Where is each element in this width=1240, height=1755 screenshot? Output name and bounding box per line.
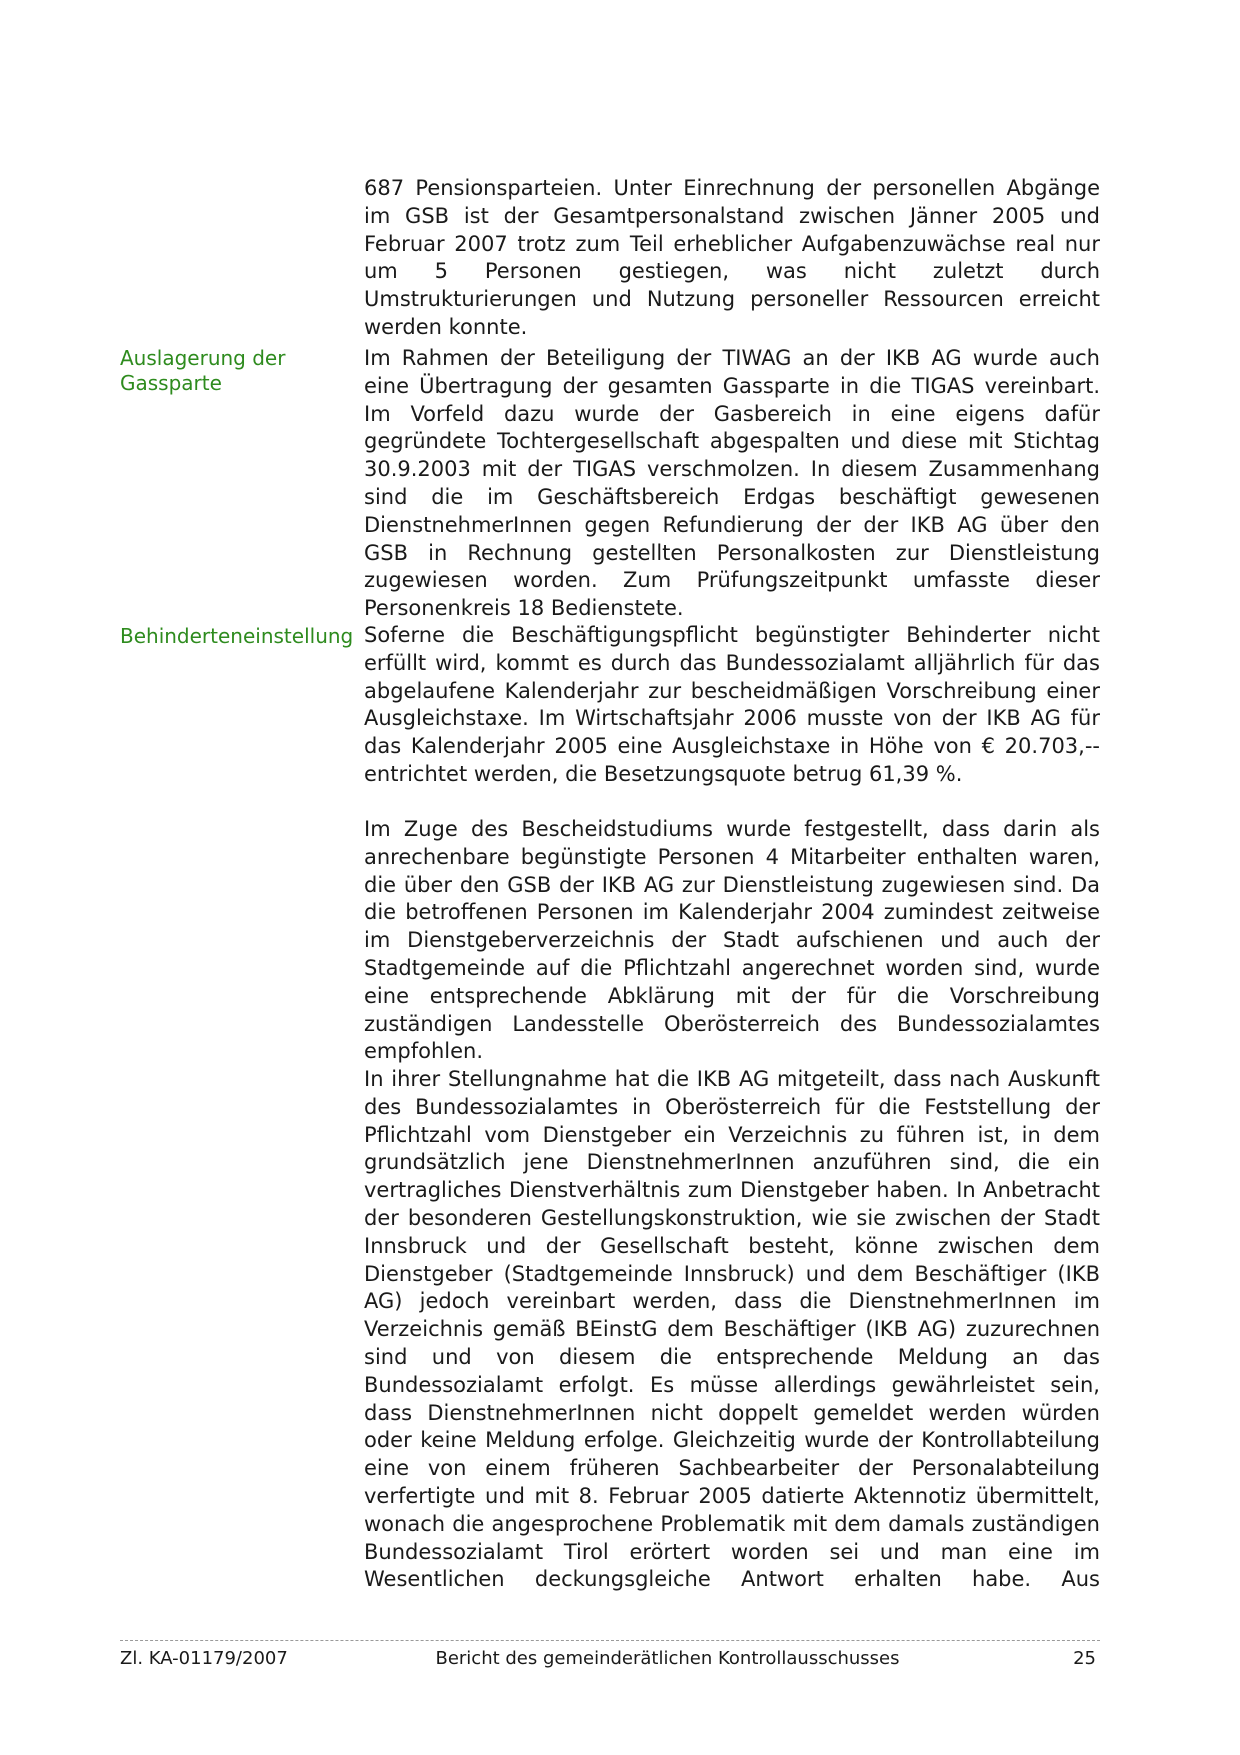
footer-reference-number: Zl. KA-01179/2007	[120, 1648, 288, 1669]
margin-note-line: Auslagerung der	[120, 346, 286, 370]
paragraph-bescheidstudium: Im Zuge des Bescheidstudiums wurde festgestellt, dass darin als anrechenbare begünstigte Personen 4 Mitarbeiter enthalten waren, die über den GSB der IKB AG zur Dienstleistung zugewiesen sind. Da die betroffenen Personen im Kalenderjahr 2004 zumindest zeitweise im Dienstgeberverzeichnis der Stadt aufschienen und auch der Stadtgemeinde auf die Pflichtzahl angerechnet worden sind, wurde eine entsprechende Abklärung mit der für die Vorschreibung zuständigen Landesstelle Oberösterreich des Bundessozialamtes empfohlen.	[364, 817, 1100, 1064]
margin-note-line: Gassparte	[120, 371, 222, 395]
paragraph-gassparte: Im Rahmen der Beteiligung der TIWAG an der IKB AG wurde auch eine Übertragung der gesamten Gassparte in die TIGAS vereinbart. Im Vorfeld dazu wurde der Gasbereich in eine eigens dafür gegründete Tochtergesellschaft abgespalten und diese mit Stichtag 30.9.2003 mit der TIGAS verschmolzen. In diesem Zusammenhang sind die im Geschäftsbereich Erdgas beschäftigt gewesenen DienstnehmerInnen gegen Refundierung der der IKB AG über den GSB in Rechnung gestellten Personalkosten zur Dienstleistung zugewiesen worden. Zum Prüfungszeitpunkt umfasste dieser Personenkreis 18 Bedienstete.	[364, 346, 1100, 621]
margin-note-behinderteneinstellung: Behinderteneinstellung	[120, 624, 354, 648]
margin-note-auslagerung-gassparte	[120, 346, 345, 396]
paragraph-beschaeftigungspflicht: Soferne die Beschäftigungspflicht begünstigter Behinderter nicht erfüllt wird, kommt es durch das Bundessozialamt alljährlich für das abgelaufene Kalenderjahr zur bescheidmäßigen Vorschreibung einer Ausgleichstaxe. Im Wirtschaftsjahr 2006 musste von der IKB AG für das Kalenderjahr 2005 eine Ausgleichstaxe in Höhe von € 20.703,-- entrichtet werden, die Besetzungsquote betrug 61,39 %.	[364, 623, 1100, 786]
footer-page-number: 25	[1073, 1648, 1096, 1669]
footer-report-title: Bericht des gemeinderätlichen Kontrollausschusses	[435, 1648, 900, 1669]
paragraph-stellungnahme: In ihrer Stellungnahme hat die IKB AG mitgeteilt, dass nach Auskunft des Bundessozialamtes in Oberösterreich für die Feststellung der Pflichtzahl vom Dienstgeber ein Verzeichnis zu führen ist, in dem grundsätzlich jene DienstnehmerInnen anzuführen sind, die ein vertragliches Dienstverhältnis zum Dienstgeber haben. In Anbetracht der besonderen Gestellungskonstruktion, wie sie zwischen der Stadt Innsbruck und der Gesellschaft besteht, könne zwischen dem Dienstgeber (Stadtgemeinde Innsbruck) und dem Beschäftiger (IKB AG) jedoch vereinbart werden, dass die DienstnehmerInnen im Verzeichnis gemäß BEinstG dem Beschäftiger (IKB AG) zuzurechnen sind und von diesem die entsprechende Meldung an das Bundessozialamt erfolgt. Es müsse allerdings gewährleistet sein, dass DienstnehmerInnen nicht doppelt gemeldet werden würden oder keine Meldung erfolge. Gleichzeitig wurde der Kontrollabteilung eine von einem früheren Sachbearbeiter der Personalabteilung verfertigte und mit 8. Februar 2005 datierte Aktennotiz übermittelt, wonach die angesprochene Problematik mit dem damals zuständigen Bundessozialamt Tirol erörtert worden sei und man eine im Wesentlichen deckungsgleiche Antwort erhalten habe. Aus	[364, 1067, 1100, 1592]
paragraph-pensionsparteien: 687 Pensionsparteien. Unter Einrechnung der personellen Abgänge im GSB ist der Gesamtpersonalstand zwischen Jänner 2005 und Februar 2007 trotz zum Teil erheblicher Aufgabenzuwächse real nur um 5 Personen gestiegen, was nicht zuletzt durch Umstrukturierungen und Nutzung personeller Ressourcen erreicht werden konnte.	[364, 176, 1100, 339]
footer-divider	[120, 1640, 1100, 1641]
